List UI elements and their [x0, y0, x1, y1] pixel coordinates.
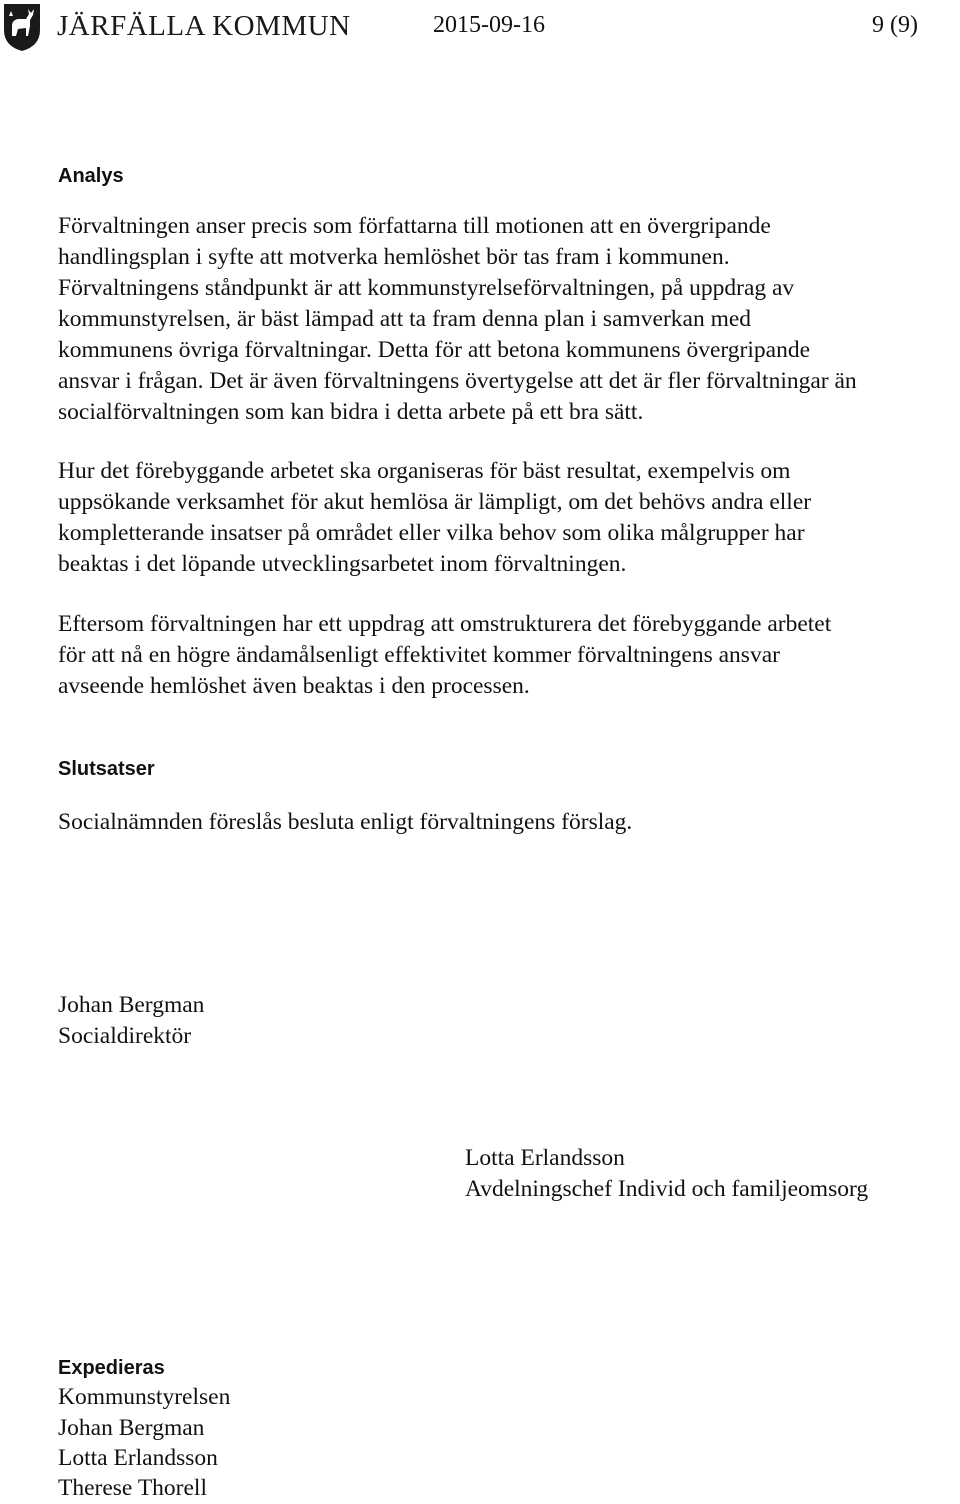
- text-line: kommunens övriga förvaltningar. Detta för att betona kommunens övergripande: [58, 337, 811, 363]
- text-line: avseende hemlöshet även beaktas i den processen.: [58, 673, 530, 699]
- text-line: Förvaltningens ståndpunkt är att kommunstyrelseförvaltningen, på uppdrag av: [58, 275, 795, 301]
- distribution-recipient: Lotta Erlandsson: [58, 1445, 218, 1471]
- municipality-logo-text: JÄRFÄLLA KOMMUN: [57, 10, 351, 42]
- text-line: Hur det förebyggande arbetet ska organiseras för bäst resultat, exempelvis om: [58, 458, 791, 484]
- page-number: 9 (9): [872, 12, 918, 38]
- analysis-heading: Analys: [58, 165, 124, 187]
- distribution-recipient: Johan Bergman: [58, 1415, 205, 1441]
- signatory-1-name: Johan Bergman: [58, 992, 205, 1018]
- distribution-recipient: Kommunstyrelsen: [58, 1384, 231, 1410]
- signatory-2-title: Avdelningschef Individ och familjeomsorg: [465, 1176, 869, 1202]
- text-line: socialförvaltningen som kan bidra i detta arbete på ett bra sätt.: [58, 399, 644, 425]
- signatory-2-name: Lotta Erlandsson: [465, 1145, 625, 1171]
- conclusions-heading: Slutsatser: [58, 758, 155, 780]
- text-line: beaktas i det löpande utvecklingsarbetet inom förvaltningen.: [58, 551, 627, 577]
- analysis-paragraph-3: [58, 609, 960, 702]
- text-line: Eftersom förvaltningen har ett uppdrag att omstrukturera det förebyggande arbetet: [58, 611, 832, 637]
- document-date: 2015-09-16: [433, 12, 545, 38]
- signatory-1-title: Socialdirektör: [58, 1023, 192, 1049]
- text-line: för att nå en högre ändamålsenligt effektivitet kommer förvaltningens ansvar: [58, 642, 780, 668]
- municipal-coat-of-arms-icon: [2, 2, 42, 52]
- distribution-heading: Expedieras: [58, 1357, 165, 1379]
- analysis-paragraph-1: [58, 211, 960, 428]
- conclusions-text: Socialnämnden föreslås besluta enligt förvaltningens förslag.: [58, 809, 633, 835]
- text-line: ansvar i frågan. Det är även förvaltningens övertygelse att det är fler förvaltningar än: [58, 368, 857, 394]
- text-line: handlingsplan i syfte att motverka hemlöshet bör tas fram i kommunen.: [58, 244, 730, 270]
- text-line: kommunstyrelsen, är bäst lämpad att ta fram denna plan i samverkan med: [58, 306, 752, 332]
- text-line: kompletterande insatser på området eller vilka behov som olika målgrupper har: [58, 520, 805, 546]
- distribution-recipient: Therese Thorell: [58, 1475, 207, 1501]
- text-line: Förvaltningen anser precis som författarna till motionen att en övergripande: [58, 213, 771, 239]
- text-line: uppsökande verksamhet för akut hemlösa är lämpligt, om det behövs andra eller: [58, 489, 812, 515]
- analysis-paragraph-2: [58, 456, 960, 580]
